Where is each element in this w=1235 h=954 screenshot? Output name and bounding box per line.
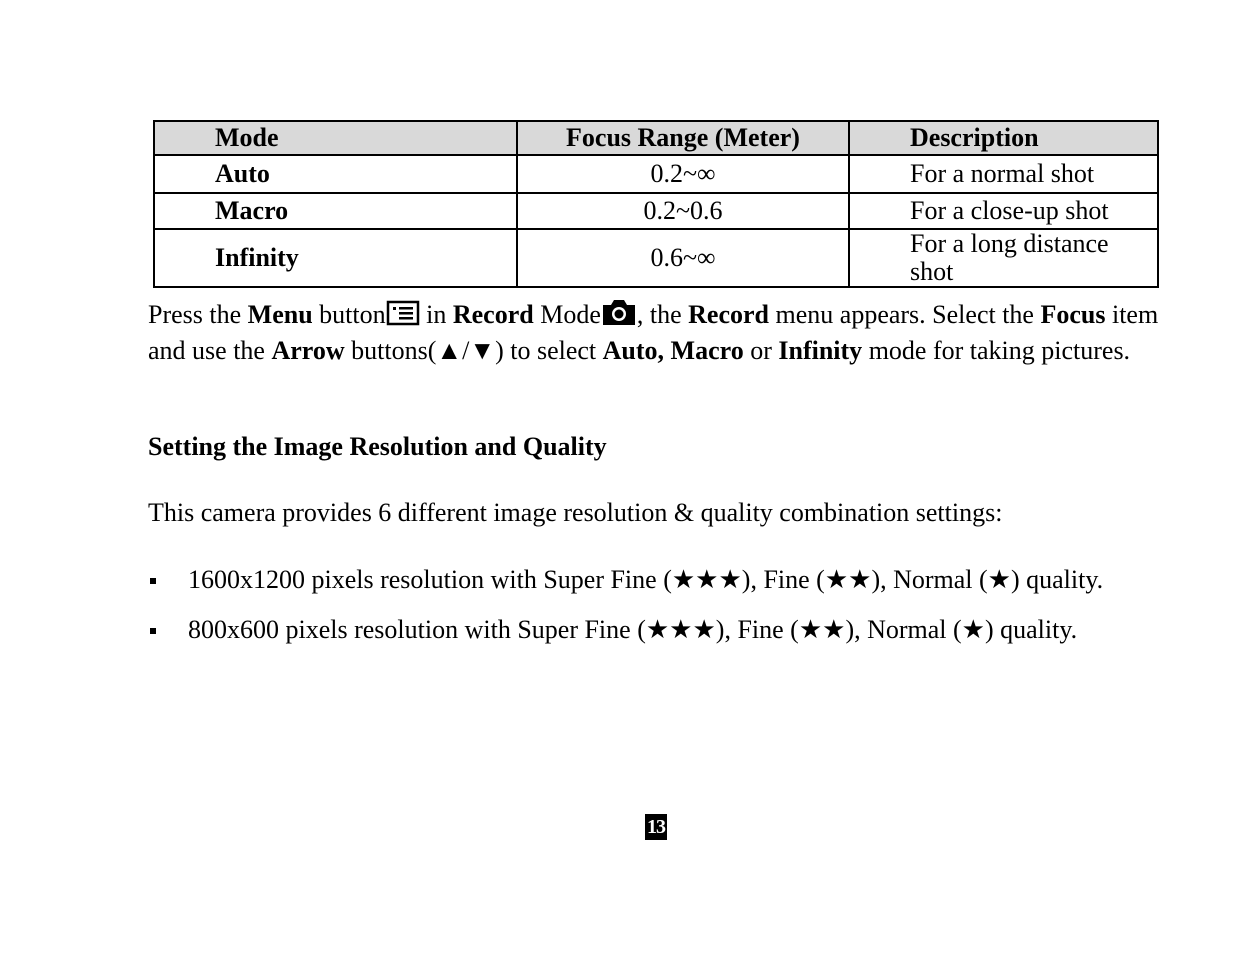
section-heading: Setting the Image Resolution and Quality (148, 432, 607, 461)
bullet-icon (150, 578, 156, 584)
menu-instructions (148, 298, 1168, 367)
page-number: 13 (647, 816, 665, 838)
arrow-term: Arrow (271, 336, 345, 365)
list-item (148, 562, 1148, 598)
focus-term: Focus (1040, 300, 1106, 329)
mode-cell: Macro (154, 193, 517, 229)
description-cell: For a normal shot (849, 155, 1158, 193)
range-cell: 0.2~0.6 (517, 193, 849, 229)
text-run: or (743, 336, 779, 365)
infinity-term: Infinity (778, 336, 863, 365)
menu-term: Menu (247, 300, 313, 329)
range-cell: 0.6~∞ (517, 229, 849, 287)
bullet-icon (150, 628, 156, 634)
table-row (154, 193, 1158, 229)
table-header-row (154, 121, 1158, 155)
text-run: in (419, 300, 453, 329)
list-item-text: 800x600 pixels resolution with Super Fine (★★★), Fine (★★), Normal (★) quality. (188, 615, 1078, 644)
mode-cell: Auto (154, 155, 517, 193)
text-run: Mode (533, 300, 601, 329)
header-focus-range: Focus Range (Meter) (517, 121, 849, 155)
text-run: mode for taking pictures. (862, 336, 1131, 365)
description-cell: For a long distance shot (849, 229, 1158, 287)
table-row (154, 155, 1158, 193)
text-run: Press the (148, 300, 248, 329)
list-item-text: 1600x1200 pixels resolution with Super Fine (★★★), Fine (★★), Normal (★) quality. (188, 565, 1104, 594)
range-cell: 0.2~∞ (517, 155, 849, 193)
text-run: , the (636, 300, 689, 329)
table-row (154, 229, 1158, 287)
header-description: Description (849, 121, 1158, 155)
header-mode: Mode (154, 121, 517, 155)
modes-term: Auto, Macro (602, 336, 744, 365)
text-run: item and use the (148, 300, 1159, 365)
record-term: Record (688, 300, 770, 329)
menu-list-icon (386, 300, 420, 334)
camera-icon (601, 298, 637, 334)
focus-range-table (153, 120, 1159, 288)
record-term: Record (452, 300, 534, 329)
text-run: buttons( (344, 336, 437, 365)
text-run: button (312, 300, 386, 329)
intro-paragraph: This camera provides 6 different image resolution & quality combination settings: (148, 498, 1003, 527)
up-down-arrows-icon: ▲/▼ (436, 336, 496, 365)
list-item (148, 612, 1148, 648)
mode-cell: Infinity (154, 229, 517, 287)
text-run: ) to select (495, 336, 603, 365)
resolution-list (148, 562, 1148, 662)
description-cell: For a close-up shot (849, 193, 1158, 229)
text-run: menu appears. Select the (769, 300, 1041, 329)
